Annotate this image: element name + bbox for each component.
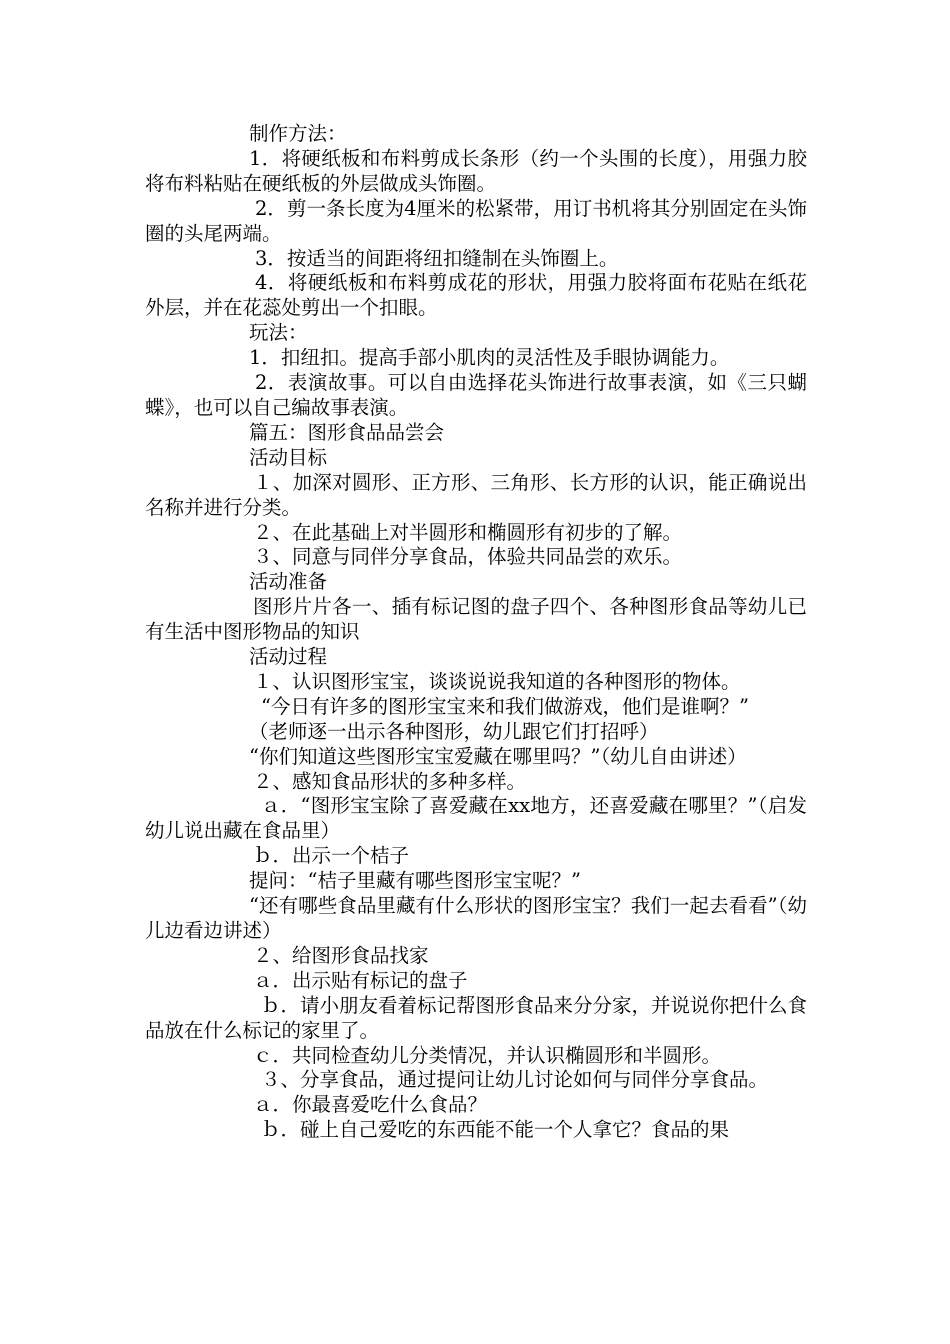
paragraph-process-2: ２、感知食品形状的多种多样。 [253, 769, 527, 793]
paragraph-preparation: 图形片片各一、插有标记图的盘子四个、各种图形食品等幼儿已有生活中图形物品的知识 [145, 595, 807, 644]
paragraph-process-3b: ｂ．请小朋友看着标记帮图形食品来分分家，并说说你把什么食品放在什么标记的家里了。 [145, 993, 808, 1042]
section-heading-process: 活动过程 [249, 645, 328, 669]
document-body [145, 122, 807, 1143]
section-heading-method: 制作方法： [249, 122, 347, 145]
paragraph-question: 提问：“桔子里藏有哪些图形宝宝呢？” [249, 869, 581, 893]
paragraph-quote-1: “今日有许多的图形宝宝来和我们做游戏，他们是谁啊？” [261, 694, 749, 718]
paragraph-quote-3: “还有哪些食品里藏有什么形状的图形宝宝？我们一起去看看”（幼儿边看边讲述） [145, 894, 807, 942]
paragraph-play-2: 2．表演故事。可以自由选择花头饰进行故事表演，如《三只蝴蝶》，也可以自己编故事表演。 [145, 371, 807, 419]
paragraph-step-2: 2．剪一条长度为4厘米的松紧带，用订书机将其分别固定在头饰圈的头尾两端。 [145, 196, 807, 245]
paragraph-step-1: 1．将硬纸板和布料剪成长条形（约一个头围的长度），用强力胶将布料粘贴在硬纸板的外层做成头饰圈。 [145, 146, 807, 195]
chapter-title: 篇五：图形食品品尝会 [249, 420, 445, 444]
section-heading-goals: 活动目标 [249, 445, 328, 469]
paragraph-process-2a: ａ．“图形宝宝除了喜爱藏在xx地方，还喜爱藏在哪里？”（启发幼儿说出藏在食品里） [145, 794, 807, 843]
paragraph-process-3: ２、给图形食品找家 [253, 943, 429, 967]
paragraph-process-4: ３、分享食品，通过提问让幼儿讨论如何与同伴分享食品。 [261, 1068, 769, 1092]
paragraph-process-2b: ｂ．出示一个桔子 [253, 844, 410, 868]
paragraph-step-4: 4．将硬纸板和布料剪成花的形状，用强力胶将面布花贴在纸花外层，并在花蕊处剪出一个扣眼。 [145, 271, 807, 320]
paragraph-goal-2: ２、在此基础上对半圆形和椭圆形有初步的了解。 [253, 520, 683, 544]
paragraph-process-3a: ａ．出示贴有标记的盘子 [253, 968, 468, 992]
section-heading-play: 玩法： [249, 321, 308, 345]
paragraph-step-3: 3．按适当的间距将纽扣缝制在头饰圈上。 [255, 246, 619, 270]
paragraph-note-1: （老师逐一出示各种图形，幼儿跟它们打招呼） [249, 719, 659, 743]
paragraph-process-4b: ｂ．碰上自己爱吃的东西能不能一个人拿它？食品的果 [261, 1118, 730, 1142]
section-heading-preparation: 活动准备 [249, 570, 328, 594]
paragraph-goal-3: ３、同意与同伴分享食品，体验共同品尝的欢乐。 [253, 545, 683, 569]
paragraph-process-1: １、认识图形宝宝，谈谈说说我知道的各种图形的物体。 [253, 669, 741, 693]
paragraph-goal-1: １、加深对圆形、正方形、三角形、长方形的认识，能正确说出名称并进行分类。 [145, 470, 807, 519]
paragraph-quote-2: “你们知道这些图形宝宝爱藏在哪里吗？”（幼儿自由讲述） [249, 744, 747, 768]
paragraph-play-1: 1．扣纽扣。提高手部小肌肉的灵活性及手眼协调能力。 [249, 346, 730, 370]
paragraph-process-3c: ｃ．共同检查幼儿分类情况，并认识椭圆形和半圆形。 [253, 1043, 722, 1067]
paragraph-process-4a: ａ．你最喜爱吃什么食品？ [253, 1093, 488, 1117]
